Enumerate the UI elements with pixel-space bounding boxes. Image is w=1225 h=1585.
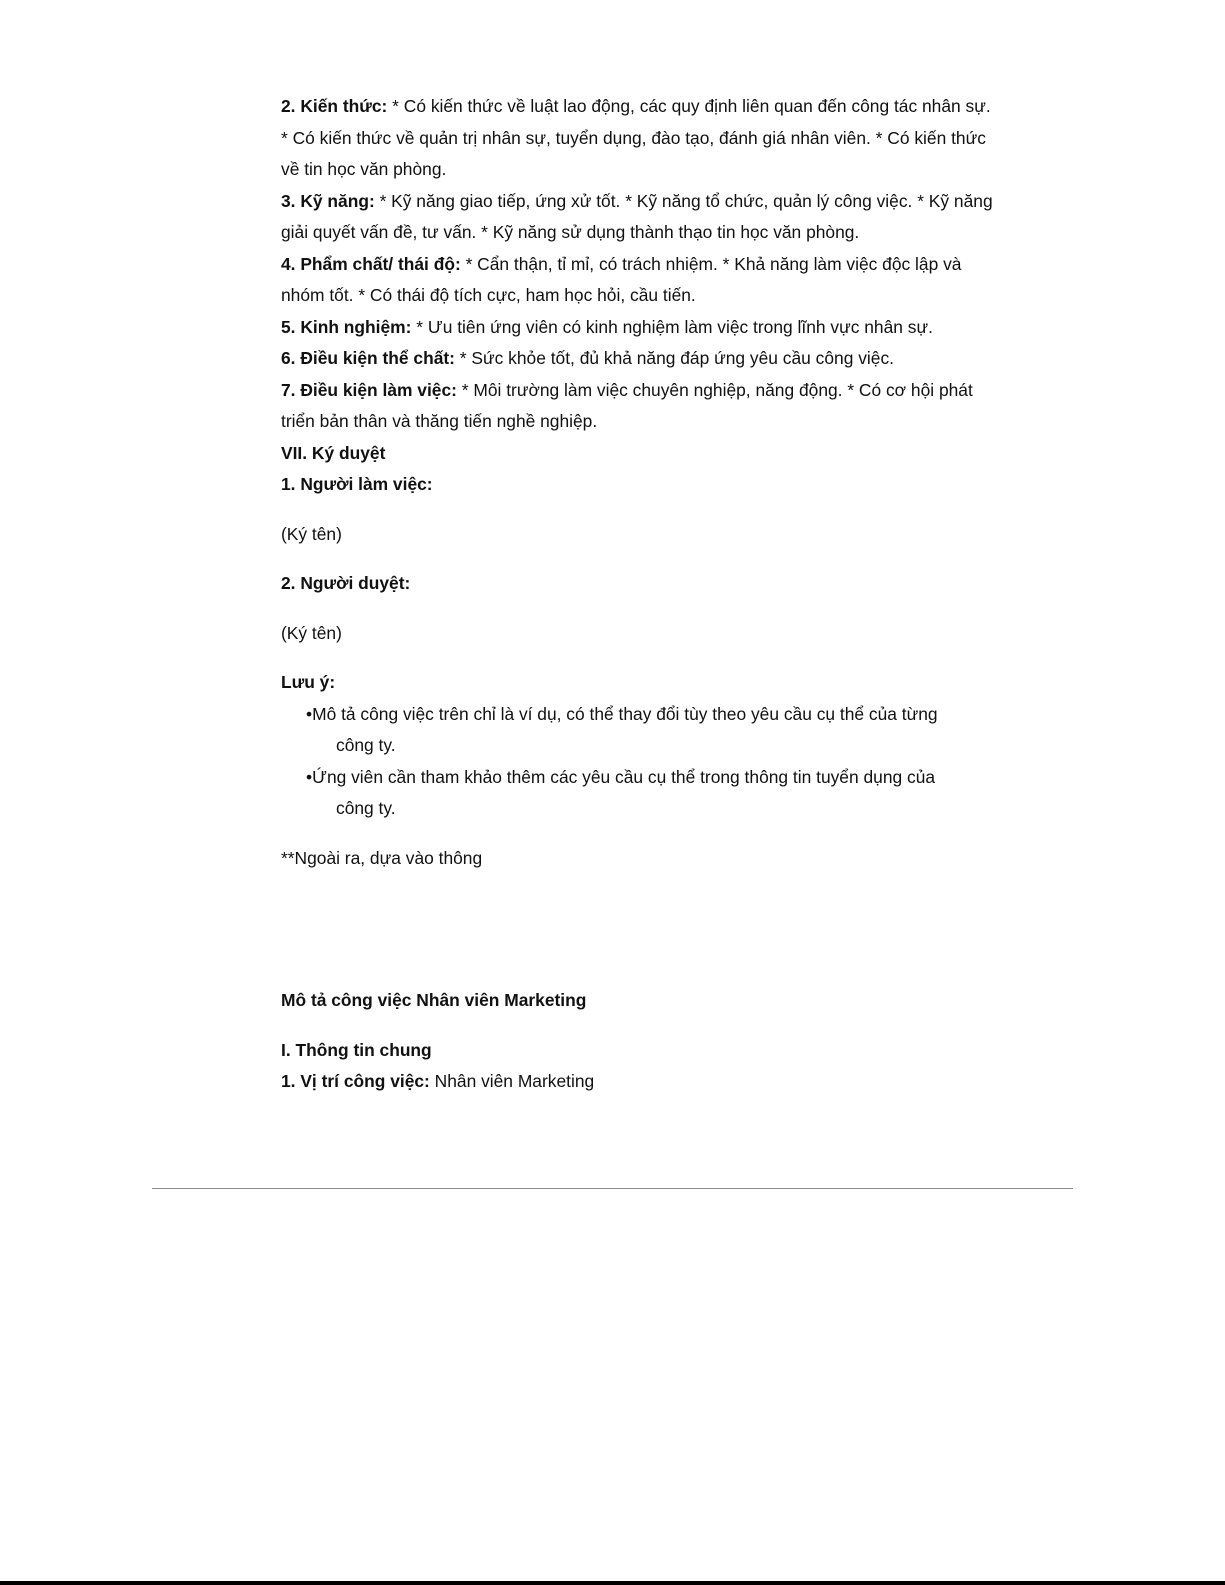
requirement-label: 3. Kỹ năng: [281,190,375,211]
worker-signature: (Ký tên) [281,523,342,544]
approver-signature: (Ký tên) [281,622,342,643]
requirement-knowledge [281,91,1001,186]
requirement-physical [281,343,1001,375]
position-label: 1. Vị trí công việc: [281,1071,430,1091]
requirement-text: * Cẩn thận, tỉ mỉ, có trách nhiệm. * Khả năng làm việc độc lập và nhóm tốt. * Có thái độ tích cực, ham học hỏi, cầu tiến. [281,253,962,305]
document-body [281,91,1001,1098]
requirement-text: * Kỹ năng giao tiếp, ứng xử tốt. * Kỹ năng tổ chức, quản lý công việc. * Kỹ năng giải quyết vấn đề, tư vấn. * Kỹ năng sử dụng thành thạo tin học văn phòng. [281,190,993,242]
note-bullet [281,762,1001,825]
requirement-skills [281,186,1001,249]
page-bottom-edge [0,1581,1225,1585]
approval-heading: VII. Ký duyệt [281,442,386,463]
requirement-label: 7. Điều kiện làm việc: [281,379,457,400]
note-bullet [281,699,1001,762]
marketing-title: Mô tả công việc Nhân viên Marketing [281,990,587,1010]
requirement-text: * Môi trường làm việc chuyên nghiệp, năng động. * Có cơ hội phát triển bản thân và thăng tiến nghề nghiệp. [281,379,973,431]
requirement-label: 5. Kinh nghiệm: [281,316,412,337]
requirement-experience [281,312,1001,344]
trailing-text: **Ngoài ra, dựa vào thông [281,847,483,868]
position-line [281,1066,1001,1098]
requirement-text: * Ưu tiên ứng viên có kinh nghiệm làm việc trong lĩnh vực nhân sự. [411,316,933,337]
note-heading: Lưu ý: [281,672,336,692]
requirement-text: * Sức khỏe tốt, đủ khả năng đáp ứng yêu cầu công việc. [454,348,894,368]
requirement-label: 4. Phẩm chất/ thái độ: [281,253,461,274]
requirement-label: 6. Điều kiện thể chất: [281,348,455,368]
note-bullet-line: •Mô tả công việc trên chỉ là ví dụ, có thể thay đổi tùy theo yêu cầu cụ thể của từng [306,703,938,724]
note-bullet-line: công ty. [336,798,396,818]
requirement-attitude [281,249,1001,312]
requirement-text: * Có kiến thức về luật lao động, các quy định liên quan đến công tác nhân sự. * Có kiến thức về quản trị nhân sự, tuyển dụng, đào tạo, đánh giá nhân viên. * Có kiến thức về tin học văn phòng. [281,96,991,179]
page-divider [152,1188,1073,1189]
approver-label: 2. Người duyệt: [281,573,411,593]
position-value: Nhân viên Marketing [429,1071,595,1091]
requirement-label: 2. Kiến thức: [281,96,388,116]
worker-label: 1. Người làm việc: [281,474,433,494]
section-heading: I. Thông tin chung [281,1039,432,1060]
requirement-working-conditions [281,375,1001,438]
note-bullet-line: công ty. [336,735,396,755]
note-bullet-line: •Ứng viên cần tham khảo thêm các yêu cầu cụ thể trong thông tin tuyển dụng của [306,766,936,787]
